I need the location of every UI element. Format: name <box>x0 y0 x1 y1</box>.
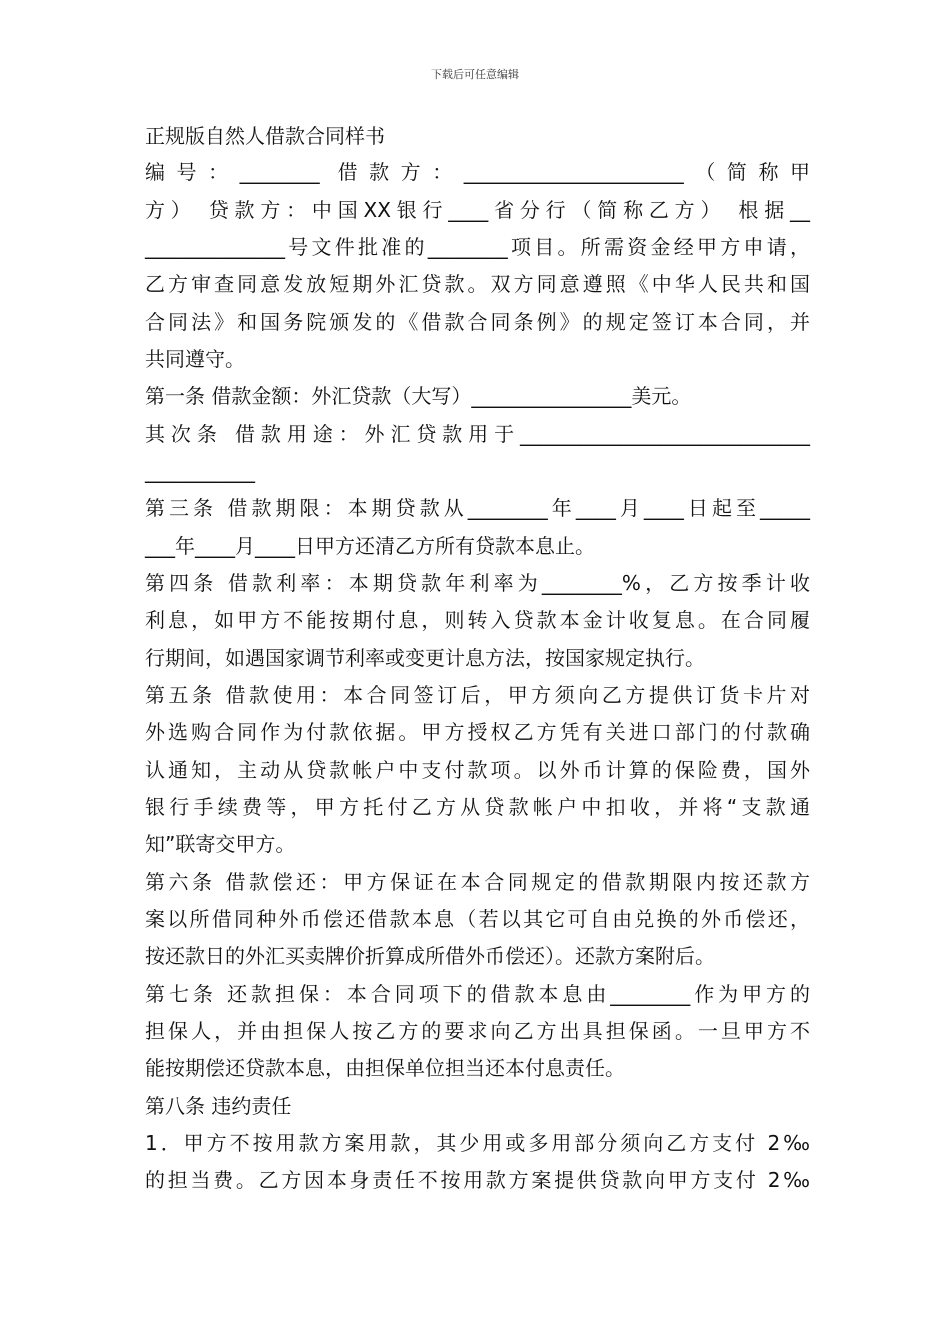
text-line: 按还款日的外汇买卖牌价折算成所借外币偿还）。还款方案附后。 <box>145 944 715 968</box>
text-line: 共同遵守。 <box>145 347 245 371</box>
article-5: 第五条 借款使用：本合同签订后，甲方须向乙方提供订货卡片对 <box>145 683 810 707</box>
text-line: ___________ <box>145 459 255 483</box>
text-line: 能按期偿还贷款本息，由担保单位担当还本付息责任。 <box>145 1056 625 1080</box>
text-line: 银行手续费等，甲方托付乙方从贷款帐户中扣收，并将“支款通 <box>145 795 810 819</box>
clause-8-1: 1．甲方不按用款方案用款，其少用或多用部分须向乙方支付 2‰ <box>145 1131 810 1155</box>
text-line: 外选购合同作为付款依据。甲方授权乙方凭有关进口部门的付款确 <box>145 720 810 744</box>
article-7: 第七条 还款担保：本合同项下的借款本息由________作为甲方的 <box>145 982 810 1006</box>
text-line: 方） 贷款方：中国XX银行____省分行（简称乙方） 根据__ <box>145 198 810 222</box>
text-line: 知”联寄交甲方。 <box>145 832 296 856</box>
article-4: 第四条 借款利率：本期贷款年利率为________%，乙方按季计收 <box>145 571 810 595</box>
article-8: 第八条 违约责任 <box>145 1094 292 1118</box>
article-2: 其次条 借款用途：外汇贷款用于_____________________________ <box>145 422 810 446</box>
text-line: 案以所借同种外币偿还借款本息（若以其它可自由兑换的外币偿还， <box>145 907 810 931</box>
text-line: 行期间，如遇国家调节利率或变更计息方法，按国家规定执行。 <box>145 646 705 670</box>
text-line: 的担当费。乙方因本身责任不按用款方案提供贷款向甲方支付 2‰ <box>145 1168 810 1192</box>
article-6: 第六条 借款偿还：甲方保证在本合同规定的借款期限内按还款方 <box>145 870 810 894</box>
text-line: 乙方审查同意发放短期外汇贷款。双方同意遵照《中华人民共和国 <box>145 272 810 296</box>
article-1: 第一条 借款金额：外汇贷款（大写）________________美元。 <box>145 384 692 408</box>
doc-title: 正规版自然人借款合同样书 <box>145 124 385 148</box>
page-header: 下载后可任意编辑 <box>431 68 519 81</box>
text-line: ___年____月____日甲方还清乙方所有贷款本息止。 <box>145 534 595 558</box>
text-line: 担保人，并由担保人按乙方的要求向乙方出具担保函。一旦甲方不 <box>145 1019 810 1043</box>
article-3: 第三条 借款期限：本期贷款从________年____月____日起至_____ <box>145 496 810 520</box>
text-line: 利息，如甲方不能按期付息，则转入贷款本金计收复息。在合同履 <box>145 608 810 632</box>
text-line: 认通知，主动从贷款帐户中支付款项。以外币计算的保险费，国外 <box>145 758 810 782</box>
text-line: 合同法》和国务院颁发的《借款合同条例》的规定签订本合同，并 <box>145 310 810 334</box>
text-line: ______________号文件批准的________项目。所需资金经甲方申请， <box>145 235 810 259</box>
text-line: 编号：________ 借款方：______________________（简称甲 <box>145 160 810 184</box>
